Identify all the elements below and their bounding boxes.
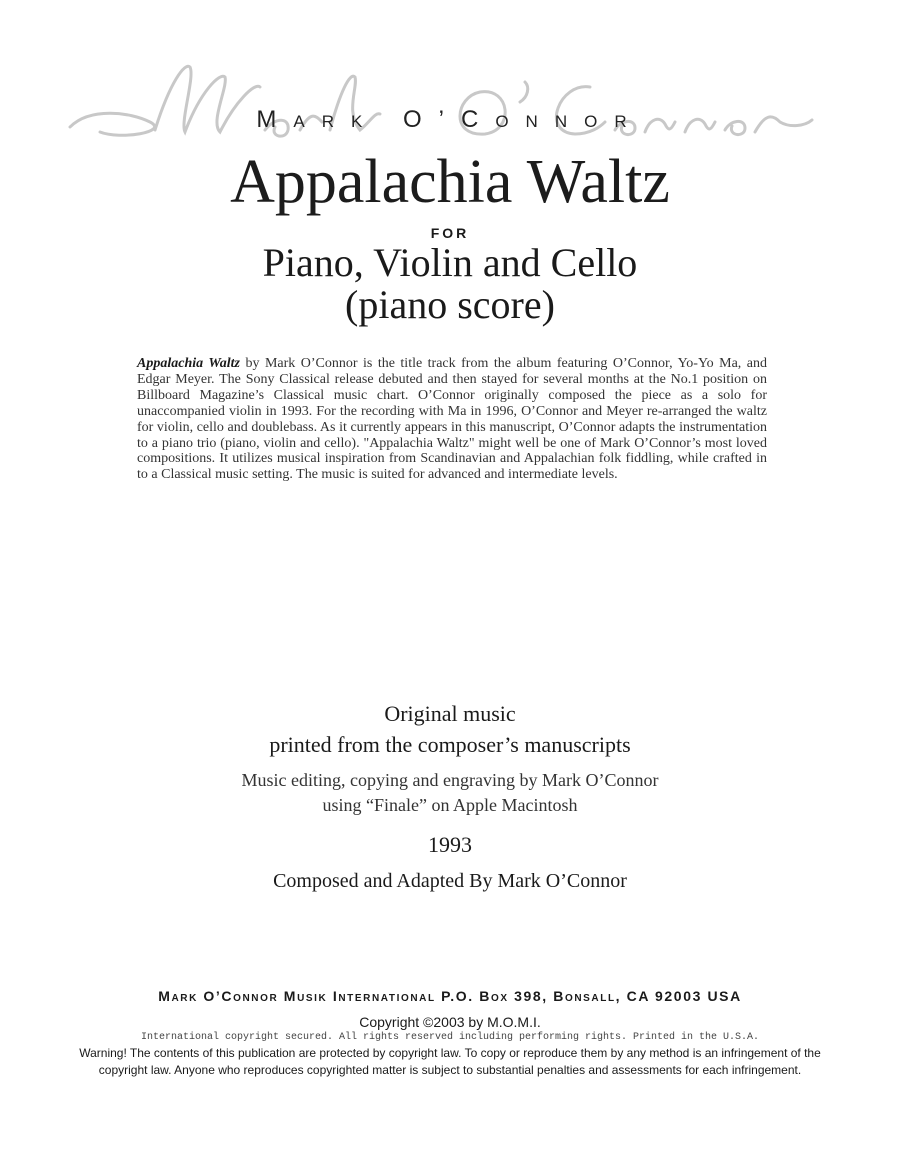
footer (0, 988, 900, 1079)
description-text: by Mark O’Connor is the title track from the album featuring O’Connor, Yo-Yo Ma, and Edgar Meyer. The Sony Classical release debuted and then stayed for several months at the No.1 position on Billboard Magazine’s Classical music chart. O’Connor originally composed the piece as a solo for unaccompanied violin in 1993. For the recording with Ma in 1996, O’Connor and Meyer re-arranged the waltz for violin, cello and doublebass. As it currently appears in this manuscript, O’Connor adapts the instrumentation to a piano trio (piano, violin and cello). "Appalachia Waltz" might well be one of Mark O’Connor’s most loved compositions. It utilizes musical inspiration from Scandinavian and Appalachian folk fiddling, while crafted in to a Classical music setting. The music is suited for advanced and intermediate levels. (137, 356, 767, 483)
copyright-line: Copyright ©2003 by M.O.M.I. (359, 1014, 541, 1030)
credits-software: using “Finale” on Apple Macintosh (322, 795, 578, 815)
description-paragraph (137, 356, 767, 483)
description-title: Appalachia Waltz (137, 356, 240, 371)
credits-engraving: Music editing, copying and engraving by Mark O’Connor (241, 770, 659, 790)
composer-name: Mark O’Connor (256, 106, 644, 133)
for-label: FOR (430, 225, 470, 241)
credits-original-music: Original music (384, 701, 516, 726)
credits-block (0, 698, 900, 893)
copyright-warning: Warning! The contents of this publication are protected by copyright law. To copy or reproduce them by any method is an infringement of the copyright law. Anyone who reproduces copyrighted matter is subject to substantial penalties and assessments for each infringement. (79, 1046, 821, 1077)
instrumentation-line: Piano, Violin and Cello (262, 240, 638, 285)
score-type-line: (piano score) (345, 282, 555, 327)
international-copyright: International copyright secured. All rights reserved including performing rights. Printed in the U.S.A. (140, 1032, 760, 1043)
credits-composed-by: Composed and Adapted By Mark O’Connor (273, 870, 627, 892)
publisher-address: Mark O’Connor Musik International P.O. Box 398, Bonsall, CA 92003 USA (158, 988, 742, 1004)
instrumentation (0, 242, 900, 326)
credits-manuscripts: printed from the composer’s manuscripts (269, 732, 631, 757)
piece-title: Appalachia Waltz (230, 148, 670, 216)
credits-year: 1993 (428, 832, 472, 857)
